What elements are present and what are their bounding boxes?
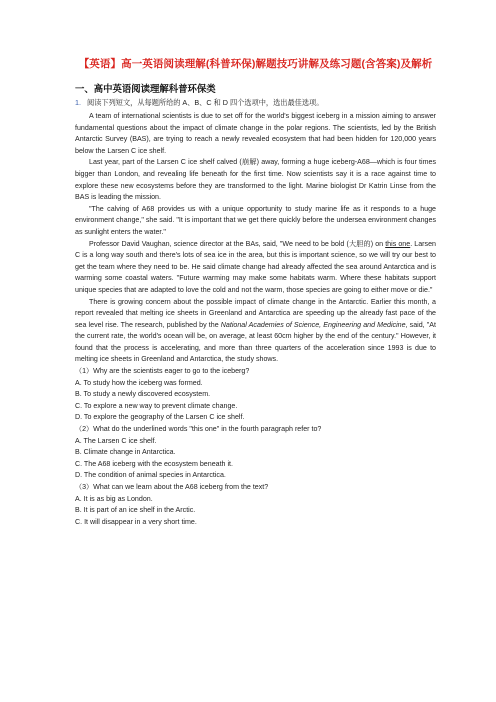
question-number: 1. (75, 98, 81, 107)
underlined-phrase: this one (385, 239, 411, 248)
passage-paragraph-1: A team of international scientists is due to set off for the world's biggest iceberg in a mission aiming to answer fundamental questions about the impact of climate change in the polar regions. The scientists, led by the British Antarctic Survey (BAS), are trying to reach a newly revealed ecosystem that had been hidden for 120,000 years below the Larsen C ice shelf. (75, 112, 436, 155)
passage-paragraph-3: "The calving of A68 provides us with a unique opportunity to study marine life as it responds to a huge environment change," she said. "It is important that we get there quickly before the undersea environment changes as sunlight enters the water." (75, 204, 436, 236)
question-instruction (75, 97, 436, 108)
question-2 (75, 424, 436, 482)
document-title: 【英语】高一英语阅读理解(科普环保)解题技巧讲解及练习题(含答案)及解析 (78, 58, 433, 70)
answer-option: D. To explore the geography of the Larsen C ice shelf. (75, 413, 245, 422)
answer-option: B. Climate change in Antarctica. (75, 448, 176, 457)
question-stem: （3）What can we learn about the A68 iceberg from the text? (75, 483, 269, 491)
answer-option: A. The Larsen C ice shelf. (75, 436, 157, 445)
section-heading: 一、高中英语阅读理解科普环保类 (75, 83, 216, 94)
answer-option: C. It will disappear in a very short time. (75, 517, 197, 526)
question-stem: （1）Why are the scientists eager to go to the iceberg? (75, 367, 250, 376)
paragraph-5-text-a: There is growing concern about the possible impact of climate change in the Antarctic. Earlier this month, a report revealed that melting ice sheets in Greenland and Antarctica are speeding up the already fast pace of the sea level rise. The research, published by the (75, 297, 436, 329)
question-3 (75, 482, 436, 528)
question-stem: （2）What do the underlined words "this one" in the fourth paragraph refer to? (75, 425, 322, 434)
answer-option: C. To explore a new way to prevent climate change. (75, 401, 238, 410)
answer-option: A. It is as big as London. (75, 494, 153, 503)
instruction-text: 阅读下列短文，从每题所给的 A、B、C 和 D 四个选项中，选出最佳选项。 (87, 98, 324, 107)
answer-option: B. It is part of an ice shelf in the Arctic. (75, 506, 196, 515)
answer-option: C. The A68 iceberg with the ecosystem beneath it. (75, 459, 233, 468)
passage-paragraph-4 (75, 239, 436, 297)
answer-option: B. To study a newly discovered ecosystem. (75, 390, 211, 399)
answer-option: A. To study how the iceberg was formed. (75, 378, 203, 387)
paragraph-4-text-b: . Larsen C is a long way south and there's lots of sea ice in the area, but this is important science, so we will try our best to get the team where they need to be. He said climate change had already affected the sea around Antarctica and is warming some coastal waters. "Future warming may make some habitats warm. Where these habitats support unique species that are adapted to love the cold and not the warm, those species are going to either move or die." (75, 239, 436, 294)
passage-paragraph-2: Last year, part of the Larsen C ice shelf calved (崩解) away, forming a huge iceberg-A68—which is four times bigger than London, and revealing life beneath for the first time. Now scientists say it is a race against time to explore these new ecosystems before they are transformed to the light. Marine biologist Dr Katrin Linse from the BAS is leading the mission. (75, 158, 436, 202)
answer-option: D. The condition of animal species in Antarctica. (75, 471, 226, 480)
paragraph-5-text-b: , said, "At the current rate, the world's ocean will be, on average, at least 60cm higher by the end of the century." However, it found that the process is accelerating, and more than three quarters of the acceleration since 1993 is due to melting ice sheets in Greenland and Antarctica, the study shows. (75, 320, 436, 364)
passage-paragraph-5 (75, 297, 436, 367)
italic-source-name: National Academies of Science, Engineering and Medicine (220, 320, 406, 329)
paragraph-4-text-a: Professor David Vaughan, science director at the BAs, said, "We need to be bold (大胆的) on (89, 239, 386, 248)
question-1 (75, 366, 436, 424)
